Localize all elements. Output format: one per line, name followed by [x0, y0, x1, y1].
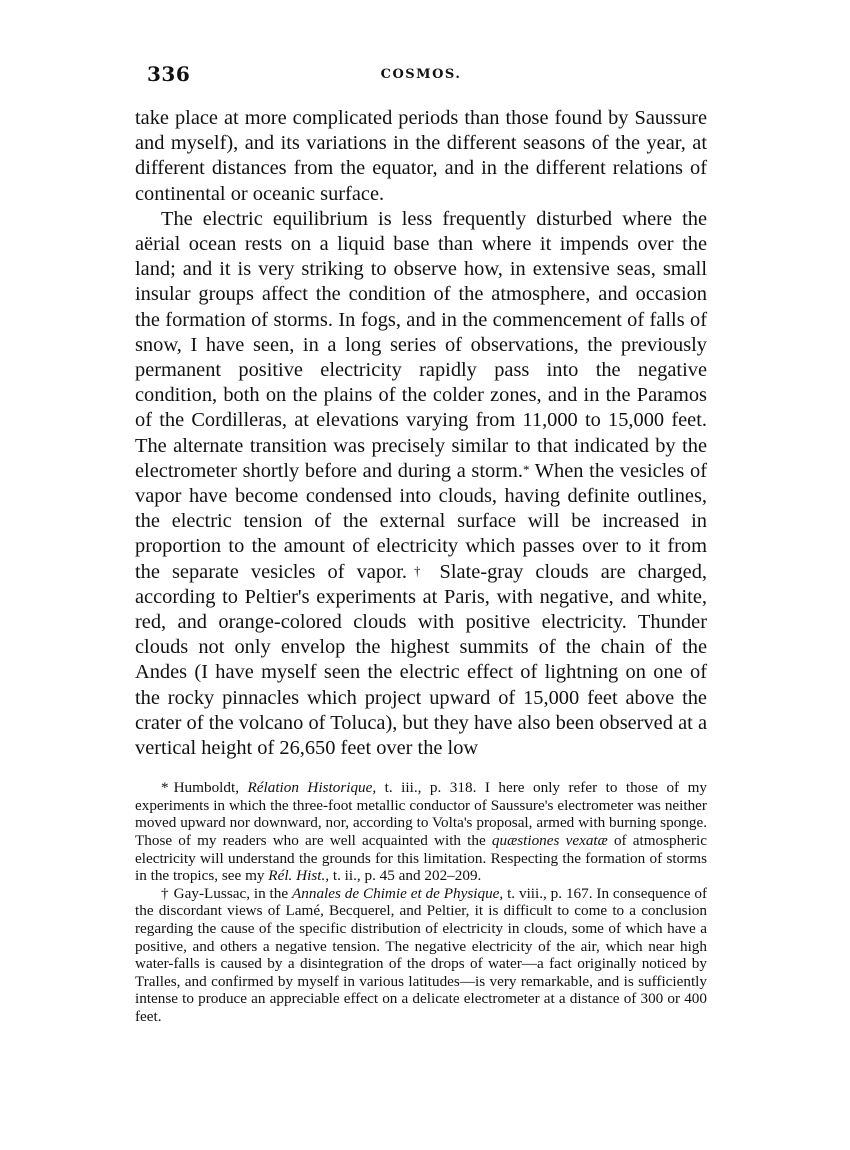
footnote-mark-dagger: †: [161, 884, 169, 902]
footnote-ref-star[interactable]: *: [522, 461, 530, 477]
footnote-1-title: Rélation Historique,: [247, 779, 377, 797]
book-page: [135, 62, 707, 1026]
paragraph-electric-equilibrium: [135, 207, 707, 761]
footnote-ref-dagger[interactable]: †: [406, 562, 428, 578]
footnote-1-abbr: Rél. Hist.,: [268, 867, 330, 885]
paragraph-2-text-a: The electric equilibrium is less frequently disturbed where the aërial ocean rests on a liquid base than where it impends over the land; and it is very striking to observe how, in extensive seas, small insular groups affect the condition of the atmosphere, and occasion the formation of storms. In fogs, and in the commencement of falls of snow, I have seen, in a long series of observations, the previously permanent positive electricity rapidly pass into the negative condition, both on the plains of the colder zones, and in the Paramos of the Cordilleras, at elevations varying from 11,000 to 15,000 feet. The alternate transition was precisely similar to that indicated by the electrometer shortly before and during a storm.: [135, 207, 707, 482]
footnote-2-journal: Annales de Chimie et de Physique,: [291, 884, 504, 902]
paragraph-1-text: take place at more complicated periods than those found by Saussure and myself), and its variations in the different seasons of the year, at different distances from the equator, and in the different relations of continental or oceanic surface.: [135, 107, 707, 205]
running-head: COSMOS.: [380, 67, 462, 82]
footnote-1-ref3: t. ii., p. 45 and 202–209.: [329, 867, 482, 885]
footnote-mark-star: *: [161, 779, 169, 797]
paragraph-2-text-b: When the vesicles of vapor have become condensed into clouds, having definite outlines, the electric tension of the external surface will be increased in proportion to the amount of electricity which passes over to it from the separate vesicles of vapor.: [135, 459, 707, 583]
footnote-1-ref2: of atmospheric electricity will understand the grounds for this limitation. Respecting the formation of storms in the tropics, see my: [135, 832, 707, 885]
footnote-2-rest: t. viii., p. 167. In consequence of the discordant views of Lamé, Becquerel, and Peltier, it is difficult to come to a conclusion regarding the cause of the specific distribution of electricity in clouds, some of which have a positive, and others a negative tension. The negative electricity of the air, which near high water-falls is caused by a disintegration of the drops of water—a fact originally noticed by Tralles, and confirmed by myself in various latitudes—is very remarkable, and is sufficiently intense to produce an appreciable effect on a delicate electrometer at a distance of 300 or 400 feet.: [135, 884, 708, 1025]
footnote-1-ref: t. iii., p. 318. I here only refer to those of my experiments in which the three-foot metallic conductor of Saussure's electrometer was neither moved upward nor downward, nor, according to Volta's proposal, armed with burning sponge. Those of my readers who are well acquainted with the: [135, 779, 708, 850]
page-header: [135, 62, 707, 88]
page-number: 336: [147, 62, 191, 86]
footnotes: [135, 779, 707, 1025]
footnote-star: [135, 779, 707, 885]
body-text: [135, 106, 707, 761]
paragraph-2-text-c: Slate-gray clouds are charged, according to Peltier's experiments at Paris, with negative, and white, red, and orange-colored clouds with positive electricity. Thunder clouds not only envelop the highest summits of the chain of the Andes (I have myself seen the electric effect of lightning on one of the rocky pinnacles which project upward of 15,000 feet above the crater of the volcano of Toluca), but they have also been observed at a vertical height of 26,650 feet over the low: [135, 560, 707, 760]
footnote-1-latin: quæstiones vexatæ: [491, 832, 608, 850]
paragraph-continuation: [135, 106, 707, 207]
footnote-2-lead: Gay-Lussac, in the: [173, 884, 292, 902]
footnote-dagger: [135, 885, 707, 1026]
footnote-1-author: Humboldt,: [173, 779, 239, 797]
